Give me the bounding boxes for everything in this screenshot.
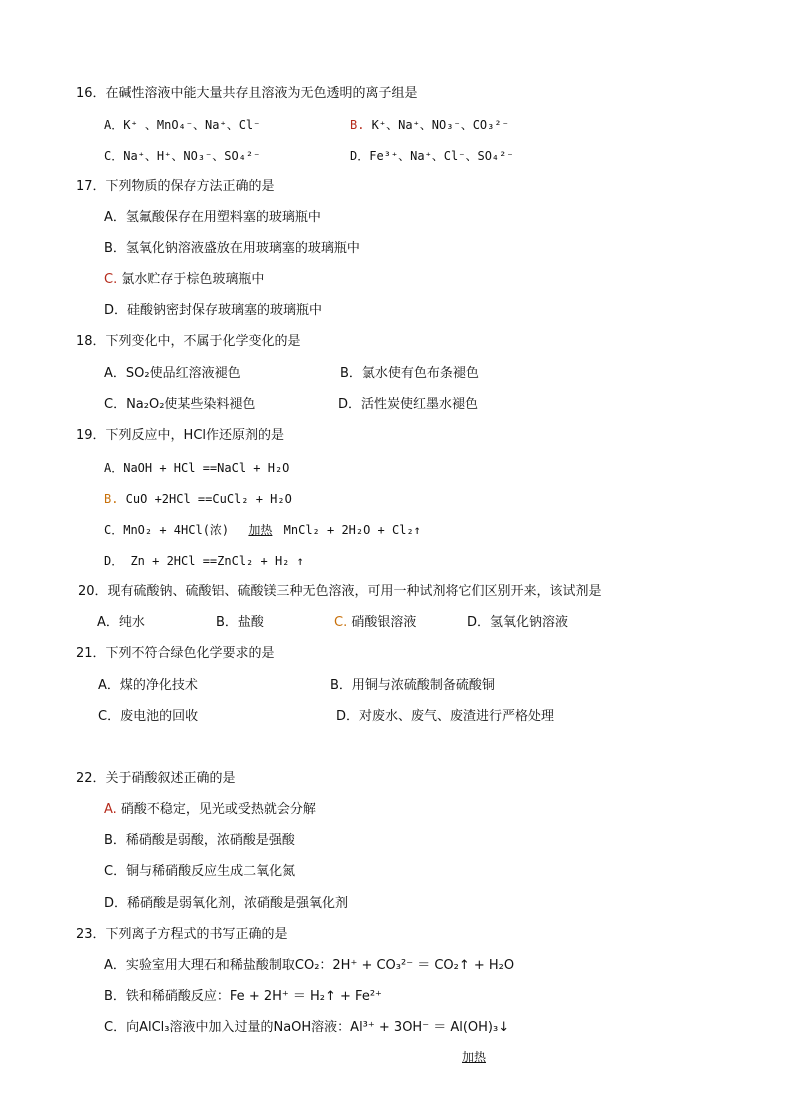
q17-option-b: B．氢氧化钠溶液盛放在用玻璃塞的玻璃瓶中 xyxy=(104,241,360,256)
question-19-stem: 19．下列反应中，HCl作还原剂的是 xyxy=(76,428,285,443)
q21-option-c: C．废电池的回收 xyxy=(98,709,199,724)
q23-option-a: A．实验室用大理石和稀盐酸制取CO₂：2H⁺ + CO₃²⁻ ＝ CO₂↑ + H₂O xyxy=(104,958,515,973)
question-16-stem: 16．在碱性溶液中能大量共存且溶液为无色透明的离子组是 xyxy=(76,86,418,101)
q19-option-c xyxy=(104,522,421,538)
q22-answer-marker: A. xyxy=(104,802,117,817)
q23-option-b: B．铁和稀硝酸反应：Fe + 2H⁺ ＝ H₂↑ + Fe²⁺ xyxy=(104,989,382,1004)
q19-option-c-reactants: C．MnO₂ + 4HCl(浓) xyxy=(104,523,230,537)
q20-option-d: D．氢氧化钠溶液 xyxy=(467,615,569,630)
q20-option-c xyxy=(334,615,416,631)
q18-option-b: B．氯水使有色布条褪色 xyxy=(340,366,479,381)
question-18-stem: 18．下列变化中，不属于化学变化的是 xyxy=(76,334,301,349)
q19-option-b-text: CuO +2HCl ==CuCl₂ + H₂O xyxy=(118,492,292,506)
q19-option-c-products: MnCl₂ + 2H₂O + Cl₂↑ xyxy=(283,523,421,537)
q16-option-b-text: K⁺、Na⁺、NO₃⁻、CO₃²⁻ xyxy=(364,118,509,132)
q21-option-b: B．用铜与浓硫酸制备硫酸铜 xyxy=(330,678,495,693)
q22-option-b: B．稀硝酸是弱酸，浓硝酸是强酸 xyxy=(104,833,295,848)
q20-option-a: A．纯水 xyxy=(97,615,145,630)
q20-option-b: B．盐酸 xyxy=(216,615,264,630)
q17-option-c xyxy=(104,272,264,288)
question-22-stem: 22．关于硝酸叙述正确的是 xyxy=(76,771,236,786)
q21-option-d: D．对废水、废气、废渣进行严格处理 xyxy=(336,709,555,724)
q16-answer-marker: B. xyxy=(350,118,365,132)
q16-option-d: D．Fe³⁺、Na⁺、Cl⁻、SO₄²⁻ xyxy=(350,149,514,163)
q16-option-a: A．K⁺ 、MnO₄⁻、Na⁺、Cl⁻ xyxy=(104,118,261,132)
question-21-stem: 21．下列不符合绿色化学要求的是 xyxy=(76,646,275,661)
q16-option-c: C．Na⁺、H⁺、NO₃⁻、SO₄²⁻ xyxy=(104,149,261,163)
q22-option-d: D．稀硝酸是弱氧化剂，浓硝酸是强氧化剂 xyxy=(104,896,349,911)
q17-option-a: A．氢氟酸保存在用塑料塞的玻璃瓶中 xyxy=(104,210,321,225)
q20-option-c-text: 硝酸银溶液 xyxy=(347,615,417,630)
q19-condition-heating: 加热 xyxy=(248,523,273,537)
question-17-stem: 17．下列物质的保存方法正确的是 xyxy=(76,179,275,194)
q17-option-d: D．硅酸钠密封保存玻璃塞的玻璃瓶中 xyxy=(104,303,323,318)
q23-option-c: C．向AlCl₃溶液中加入过量的NaOH溶液：Al³⁺ + 3OH⁻ ＝ Al(OH)₃↓ xyxy=(104,1020,510,1035)
q19-option-b xyxy=(104,491,292,507)
q16-option-b xyxy=(350,117,509,133)
q20-answer-marker: C. xyxy=(334,615,348,630)
q19-answer-marker: B. xyxy=(104,492,119,506)
q17-option-c-text: 氯水贮存于棕色玻璃瓶中 xyxy=(117,272,265,287)
q19-option-d: D． Zn + 2HCl ==ZnCl₂ + H₂ ↑ xyxy=(104,554,304,568)
q19-option-a: A．NaOH + HCl ==NaCl + H₂O xyxy=(104,461,290,475)
question-23-stem: 23．下列离子方程式的书写正确的是 xyxy=(76,927,288,942)
q21-option-a: A．煤的净化技术 xyxy=(98,678,198,693)
q18-option-a: A．SO₂使品红溶液褪色 xyxy=(104,366,241,381)
q22-option-a-text: 硝酸不稳定，见光或受热就会分解 xyxy=(116,802,316,817)
q22-option-a xyxy=(104,802,316,818)
q17-answer-marker: C. xyxy=(104,272,118,287)
question-20-stem: 20．现有硫酸钠、硫酸铝、硫酸镁三种无色溶液，可用一种试剂将它们区别开来，该试剂是 xyxy=(78,584,602,599)
q22-option-c: C．铜与稀硝酸反应生成二氧化氮 xyxy=(104,864,296,879)
q18-option-d: D．活性炭使红墨水褪色 xyxy=(338,397,479,412)
q23-condition-heating: 加热 xyxy=(462,1050,487,1064)
q18-option-c: C．Na₂O₂使某些染料褪色 xyxy=(104,397,256,412)
